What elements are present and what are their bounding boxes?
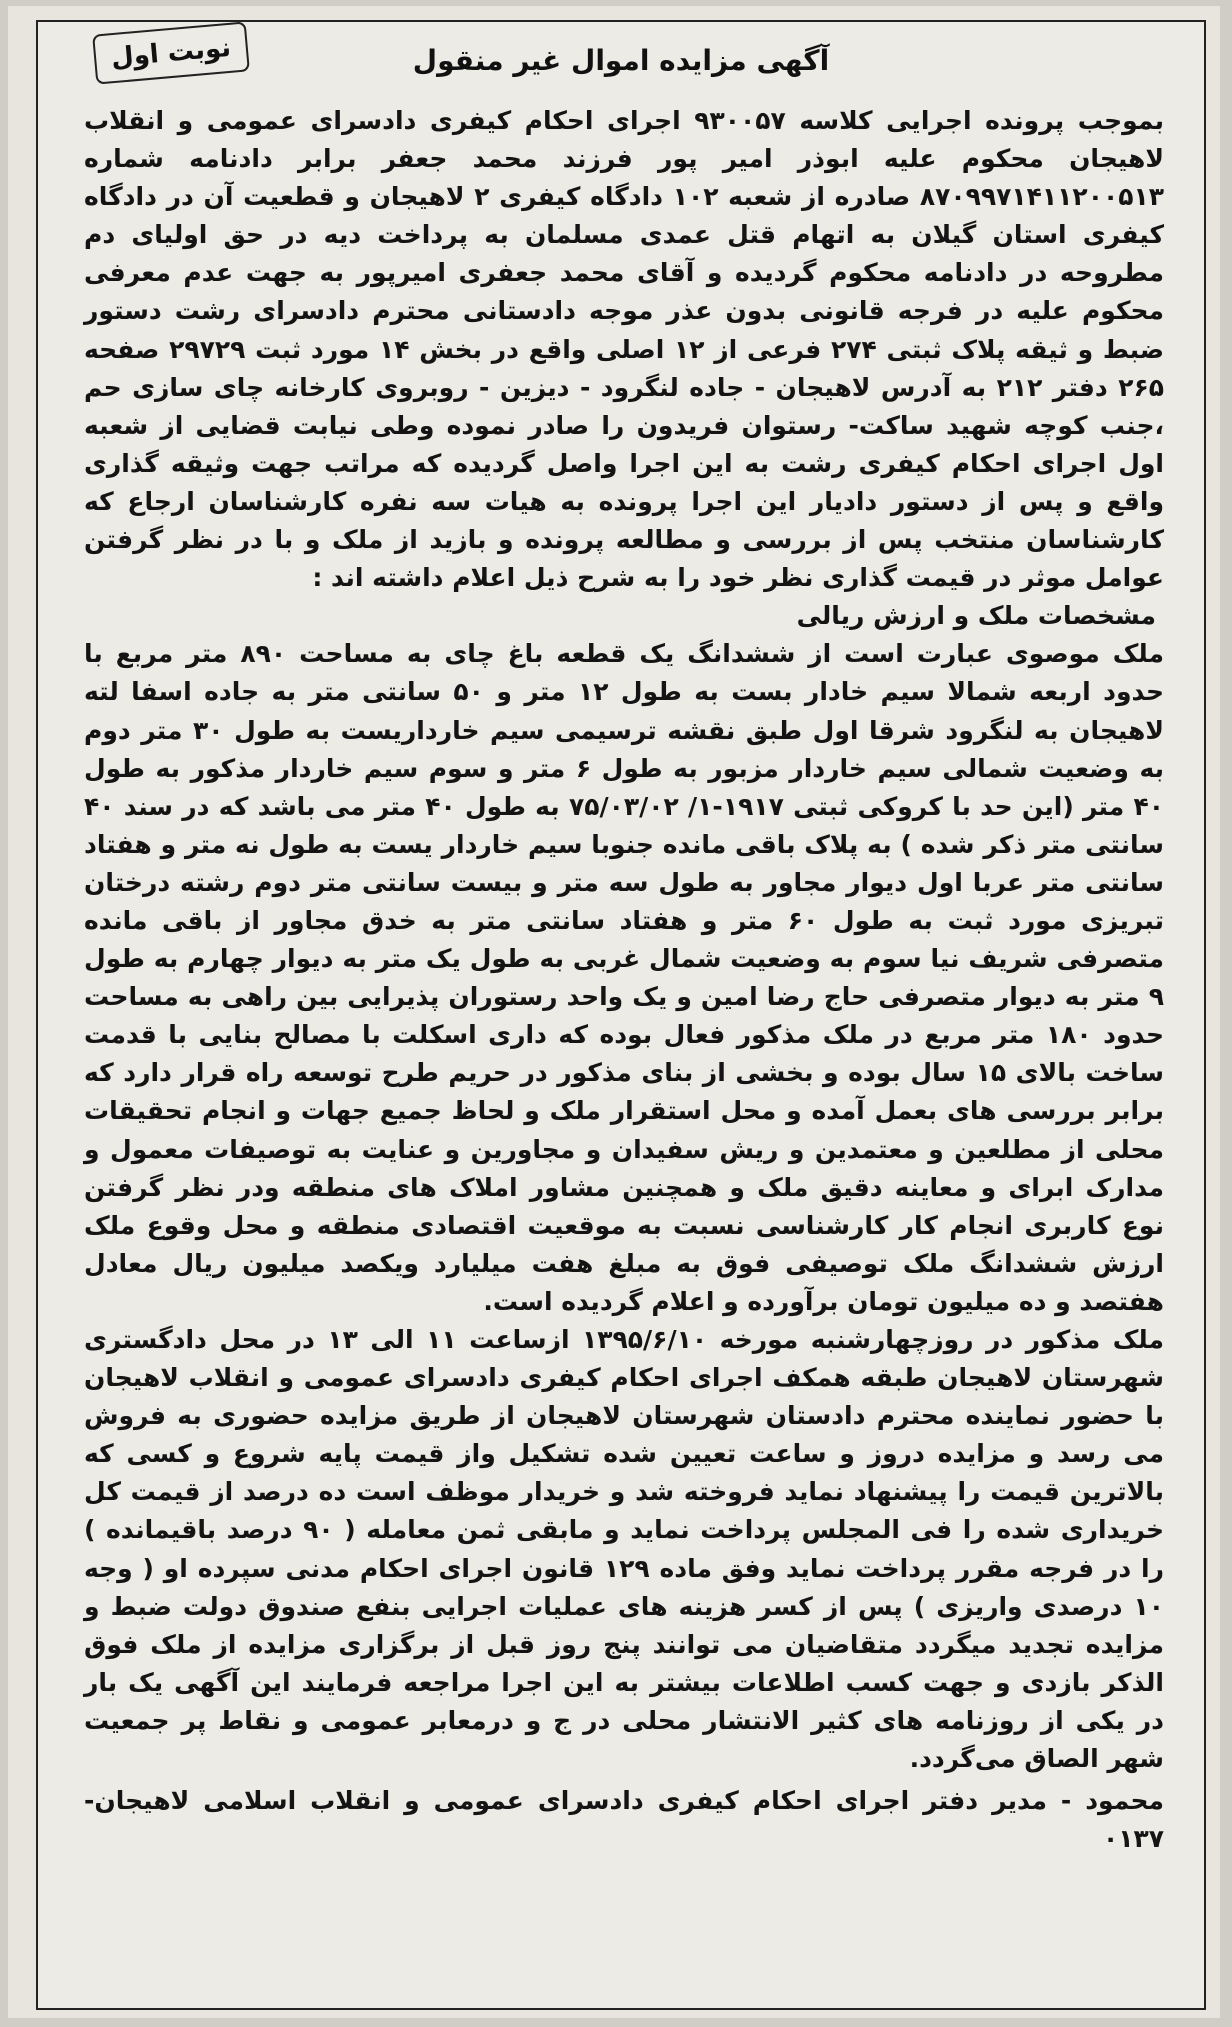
- newspaper-clipping: [8, 6, 1220, 2018]
- property-description: ملک موصوی عبارت است از ششدانگ یک قطعه باغ چای به مساحت ۸۹۰ متر مربع با حدود اربعه شمالا سیم خادار بست به طول ۱۲ متر و ۵۰ سانتی متر به جاده اسفا لته لاهیجان به لنگرود شرقا اول طبق نقشه ترسیمی سیم خارداریست به طول ۳۰ متر دوم به وضعیت شمالی سیم خاردار مزبور به طول ۶ متر و سوم سیم خاردار مذکور به طول ۴۰ متر (این حد با کروکی ثبتی ۱۹۱۷-۱/ ۷۵/۰۳/۰۲ به طول ۴۰ متر می باشد که در سند ۴۰ سانتی متر ذکر شده ) به پلاک باقی مانده جنوبا سیم خاردار یست به طول نه متر و هفتاد سانتی متر عربا اول دیوار مجاور به طول سه متر و بیست سانتی متر دوم رشته درختان تبریزی مورد ثبت به طول ۶۰ متر و هفتاد سانتی متر به خدق مجاور از باقی مانده متصرفی شریف نیا سوم به وضعیت شمال غربی به طول یک متر به دیوار چهارم به طول ۹ متر به دیوار متصرفی حاج رضا امین و یک واحد رستوران پذیرایی بین راهی به مساحت حدود ۱۸۰ متر مربع در ملک مذکور فعال بوده که داری اسکلت با مصالح بنایی با قدمت ساخت بالای ۱۵ سال بوده و بخشی از بنای مذکور در حریم طرح توسعه راه قرار دارد که برابر بررسی های بعمل آمده و محل استقرار ملک و لحاظ جمیع جهات و انجام تحقیقات محلی از مطلعین و معتمدین و ریش سفیدان و مجاورین و عنایت به توصیفات معمول و مدارک ابرای و معاینه دقیق ملک و همچنین مشاور املاک های منطقه ودر نظر گرفتن نوع کاربری انجام کار کارشناسی نسبت به موقعیت اقتصادی منطقه و محل وقوع ملک ارزش ششدانگ ملک توصیفی فوق به مبلغ هفت میلیارد ویکصد میلیون ریال معادل هفتصد و ده میلیون تومان برآورده و اعلام گردیده است.: [84, 639, 1165, 1316]
- badge-label: نوبت اول: [109, 32, 233, 74]
- signature-line: محمود - مدیر دفتر اجرای احکام کیفری دادسرای عمومی و انقلاب اسلامی لاهیجان- ۰۱۳۷: [84, 1786, 1164, 1854]
- notice-title: آگهی مزایده اموال غیر منقول: [412, 44, 830, 77]
- notice-frame: [36, 20, 1206, 2010]
- property-heading: مشخصات ملک و ارزش ریالی: [796, 601, 1156, 631]
- auction-terms: ملک مذکور در روزچهارشنبه مورخه ۱۳۹۵/۶/۱۰ ازساعت ۱۱ الی ۱۳ در محل دادگستری شهرستان لاهیجان طبقه همکف اجرای احکام کیفری دادسرای عمومی و انقلاب لاهیجان با حضور نماینده محترم دادستان شهرستان لاهیجان از طریق مزایده حضوری به فروش می رسد و مزایده دروز و ساعت تعیین شده تشکیل واز قیمت پایه شروع و کسی که بالاترین قیمت را پیشنهاد نماید فروخته شد و خریدار موظف است ده درصد از قیمت کل خریداری شده را فی المجلس پرداخت نماید و مابقی ثمن معامله ( ۹۰ درصد باقیمانده ) را در فرجه مقرر پرداخت نماید وفق ماده ۱۲۹ قانون اجرای احکام مدنی سپرده او ( وجه ۱۰ درصدی واریزی ) پس از کسر هزینه های عملیات اجرایی بنفع صندوق دولت ضبط و مزایده تجدید میگردد متقاضیان می توانند پنج روز قبل از برگزاری مزایده از ملک فوق الذکر بازدی و جهت کسب اطلاعات بیشتر به این اجرا مراجعه فرمایند این آگهی یک بار در یکی از روزنامه های کثیر الانتشار محلی در ج و درمعابر عمومی و نقاط پر جمعیت شهر الصاق می‌گردد.: [84, 1325, 1164, 1774]
- notice-body: [84, 102, 1164, 1984]
- intro-paragraph: بموجب پرونده اجرایی کلاسه ۹۳۰۰۵۷ اجرای احکام کیفری دادسرای عمومی و انقلاب لاهیجان محکوم علیه ابوذر امیر پور فرزند محمد جعفر برابر دادنامه شماره ۸۷۰۹۹۷۱۴۱۱۲۰۰۵۱۳ صادره از شعبه ۱۰۲ دادگاه کیفری ۲ لاهیجان و قطعیت آن در دادگاه کیفری استان گیلان به اتهام قتل عمدی مسلمان به پرداخت دیه در حق اولیای دم مطروحه در دادنامه محکوم گردیده و آقای محمد جعفری امیرپور به جهت عدم معرفی محکوم علیه در فرجه قانونی بدون عذر موجه دادستانی محترم دادسرای رشت دستور ضبط و ثیقه پلاک ثبتی ۲۷۴ فرعی از ۱۲ اصلی واقع در بخش ۱۴ مورد ثبت ۲۹۷۲۹ صفحه ۲۶۵ دفتر ۲۱۲ به آدرس لاهیجان - جاده لنگرود - دیزین - روبروی کارخانه چای سازی حم ،جنب کوچه شهید ساکت- رستوان فریدون را صادر نموده وطی نیابت قضایی از شعبه اول اجرای احکام کیفری رشت به این اجرا واصل گردیده که مراتب جهت وثیقه گذاری واقع و پس از دستور دادیار این اجرا پرونده به هیات سه نفره کارشناسان ارجاع که کارشناسان منتخب پس از بررسی و مطالعه پرونده و بازید از ملک و با در نظر گرفتن عوامل موثر در قیمت گذاری نظر خود را به شرح ذیل اعلام داشته اند :: [84, 106, 1164, 593]
